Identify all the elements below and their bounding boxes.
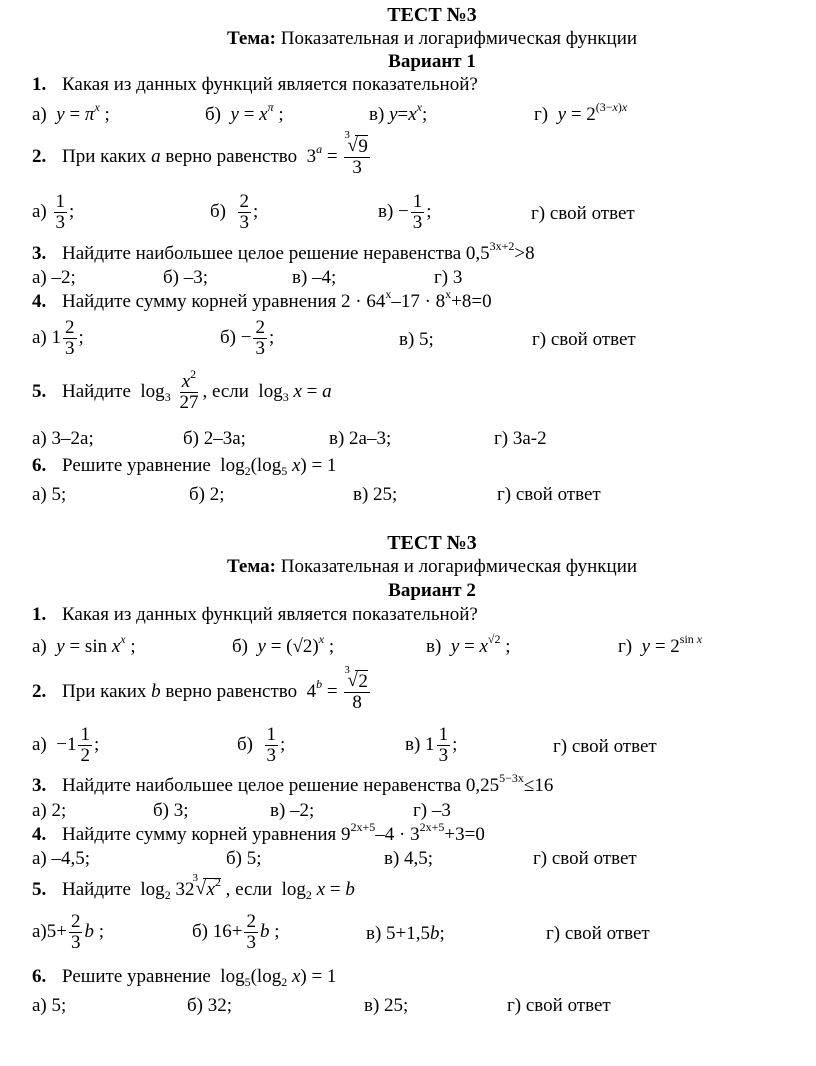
question-number: 3. — [32, 775, 47, 796]
question-5: 5. Найдите $\log_2 32$ 3 √ $x^2$ , если $\log_2 x = b$ — [32, 872, 355, 902]
answer-g[interactable]: г) 3 — [434, 267, 463, 288]
theme-line — [24, 28, 816, 50]
answer-v[interactable]: в) 25; — [364, 995, 409, 1016]
question-number: 5. — [32, 380, 47, 402]
question-3: 3. Найдите наибольшее целое решение неравенства $0,25^{5-3x}\le 16$ — [32, 771, 554, 796]
variant-label: Вариант 2 — [388, 580, 476, 601]
theme-text: Показательная и логарифмическая функции — [280, 556, 638, 577]
question-6: 6. Решите уравнение $\log_5(\log_2$ x) = 1 — [32, 966, 337, 989]
answer-a[interactable]: а) –2; — [32, 267, 76, 288]
answer-v[interactable]: в) 1 $\frac{1}{3}$ ; — [405, 724, 458, 766]
answer-g[interactable]: г) $y = 2^{(3-x)x}$ — [534, 100, 628, 125]
answer-b[interactable]: б) 32; — [187, 995, 233, 1016]
theme-label: Тема: — [226, 28, 276, 49]
theme-text: Показательная и логарифмическая функции — [280, 28, 638, 49]
answer-b[interactable]: б) 5; — [226, 848, 262, 869]
answer-a[interactable]: а) $y = \pi^x$ ; — [32, 100, 110, 125]
answer-a[interactable]: а)5+ $\frac{2}{3}$ b ; — [32, 911, 105, 953]
question-text: Какая из данных функций является показательной? — [62, 604, 478, 625]
theme-line — [24, 556, 816, 578]
answer-v[interactable]: в) 5+1,5b; — [366, 923, 445, 944]
question-number: 4. — [32, 291, 47, 312]
answer-b[interactable]: б) $\frac{2}{3}$ ; — [210, 191, 259, 233]
answer-v[interactable]: в) $y = x^{√2}$ ; — [426, 632, 511, 657]
question-1 — [32, 74, 478, 96]
answer-v[interactable]: в) 5; — [399, 329, 434, 350]
answer-a[interactable]: а) 2; — [32, 800, 67, 821]
answer-g[interactable]: г) $y = 2^{sin x}$ — [618, 632, 703, 657]
answer-b[interactable]: б) 16+ $\frac{2}{3}$ b ; — [192, 911, 280, 953]
answer-g[interactable]: г) свой ответ — [531, 203, 635, 224]
question-number: 1. — [32, 604, 47, 625]
question-number: 4. — [32, 824, 47, 845]
question-number: 6. — [32, 455, 47, 476]
answer-b[interactable]: б) 2–3а; — [183, 428, 246, 449]
question-2: 2. При каких b верно равенство $4^b$ = 3 √ 2 8 — [32, 664, 368, 713]
answer-b[interactable]: б) $y = (√2)^x$ ; — [232, 632, 335, 657]
question-number: 3. — [32, 243, 47, 264]
question-1 — [32, 604, 478, 626]
answer-v[interactable]: в) 2а–3; — [329, 428, 392, 449]
answer-a[interactable]: а) 5; — [32, 995, 67, 1016]
fraction: 3 √ 2 8 — [344, 664, 368, 713]
theme-label: Тема: — [226, 556, 276, 577]
answer-a[interactable]: а) $\frac{1}{3}$ ; — [32, 191, 75, 233]
answer-g[interactable]: г) свой ответ — [497, 484, 601, 505]
question-number: 2. — [32, 680, 47, 702]
answer-v[interactable]: в) –4; — [292, 267, 337, 288]
answer-b[interactable]: б) 3; — [153, 800, 189, 821]
question-number: 5. — [32, 879, 47, 900]
question-number: 1. — [32, 74, 47, 95]
answer-b[interactable]: б) $\frac{1}{3}$ ; — [237, 724, 286, 766]
fraction: 3 √ 9 3 — [344, 129, 368, 178]
question-5: 5. Найдите $\log_3$ $\frac{x^2}{27}$ , если $\log_3 x = a$ — [32, 367, 332, 413]
question-number: 6. — [32, 966, 47, 987]
answer-g[interactable]: г) свой ответ — [546, 923, 650, 944]
answer-g[interactable]: г) –3 — [413, 800, 451, 821]
answer-g[interactable]: г) 3а-2 — [494, 428, 547, 449]
answer-a[interactable]: а) –4,5; — [32, 848, 91, 869]
answer-v[interactable]: в) 25; — [353, 484, 398, 505]
answer-a[interactable]: а) 1 $\frac{2}{3}$ ; — [32, 317, 84, 359]
answer-a[interactable]: а) −1 $\frac{1}{2}$ ; — [32, 724, 100, 766]
answer-v[interactable]: в) 4,5; — [384, 848, 434, 869]
answer-v[interactable]: в) − $\frac{1}{3}$ ; — [378, 191, 432, 233]
answer-b[interactable]: б) 2; — [189, 484, 225, 505]
answer-b[interactable]: б) − $\frac{2}{3}$ ; — [220, 317, 275, 359]
answer-b[interactable]: б) –3; — [163, 267, 209, 288]
question-4: 4. Найдите сумму корней уравнения $9^{2x+5}-4 \cdot 3^{2x+5}+3=0$ — [32, 820, 485, 845]
answer-g[interactable]: г) свой ответ — [553, 736, 657, 757]
answer-a[interactable]: а) 5; — [32, 484, 67, 505]
answer-a[interactable]: а) $y = \sin x^x$ ; — [32, 632, 136, 657]
answer-v[interactable]: в) $y=x^x$; — [369, 100, 428, 125]
question-6: 6. Решите уравнение $\log_2(\log_5$ x) = 1 — [32, 455, 337, 478]
question-text: Какая из данных функций является показательной? — [62, 74, 478, 95]
answer-g[interactable]: г) свой ответ — [532, 329, 636, 350]
answer-g[interactable]: г) свой ответ — [533, 848, 637, 869]
question-3: 3. Найдите наибольшее целое решение неравенства $0,5^{3x+2}>8$ — [32, 239, 535, 264]
answer-g[interactable]: г) свой ответ — [507, 995, 611, 1016]
variant-label: Вариант 1 — [388, 51, 476, 72]
question-number: 2. — [32, 145, 47, 167]
answer-v[interactable]: в) –2; — [270, 800, 315, 821]
answer-b[interactable]: б) $y = x^\pi$ ; — [205, 100, 284, 125]
answer-a[interactable]: а) 3–2а; — [32, 428, 94, 449]
test-title: ТЕСТ №3 — [387, 4, 477, 26]
question-2: 2. При каких a верно равенство $3^a$ = 3 √ 9 3 — [32, 129, 368, 178]
test-title: ТЕСТ №3 — [387, 532, 477, 554]
question-4: 4. Найдите сумму корней уравнения $2 \cdot 64^x-17 \cdot 8^x+8=0$ — [32, 287, 492, 312]
